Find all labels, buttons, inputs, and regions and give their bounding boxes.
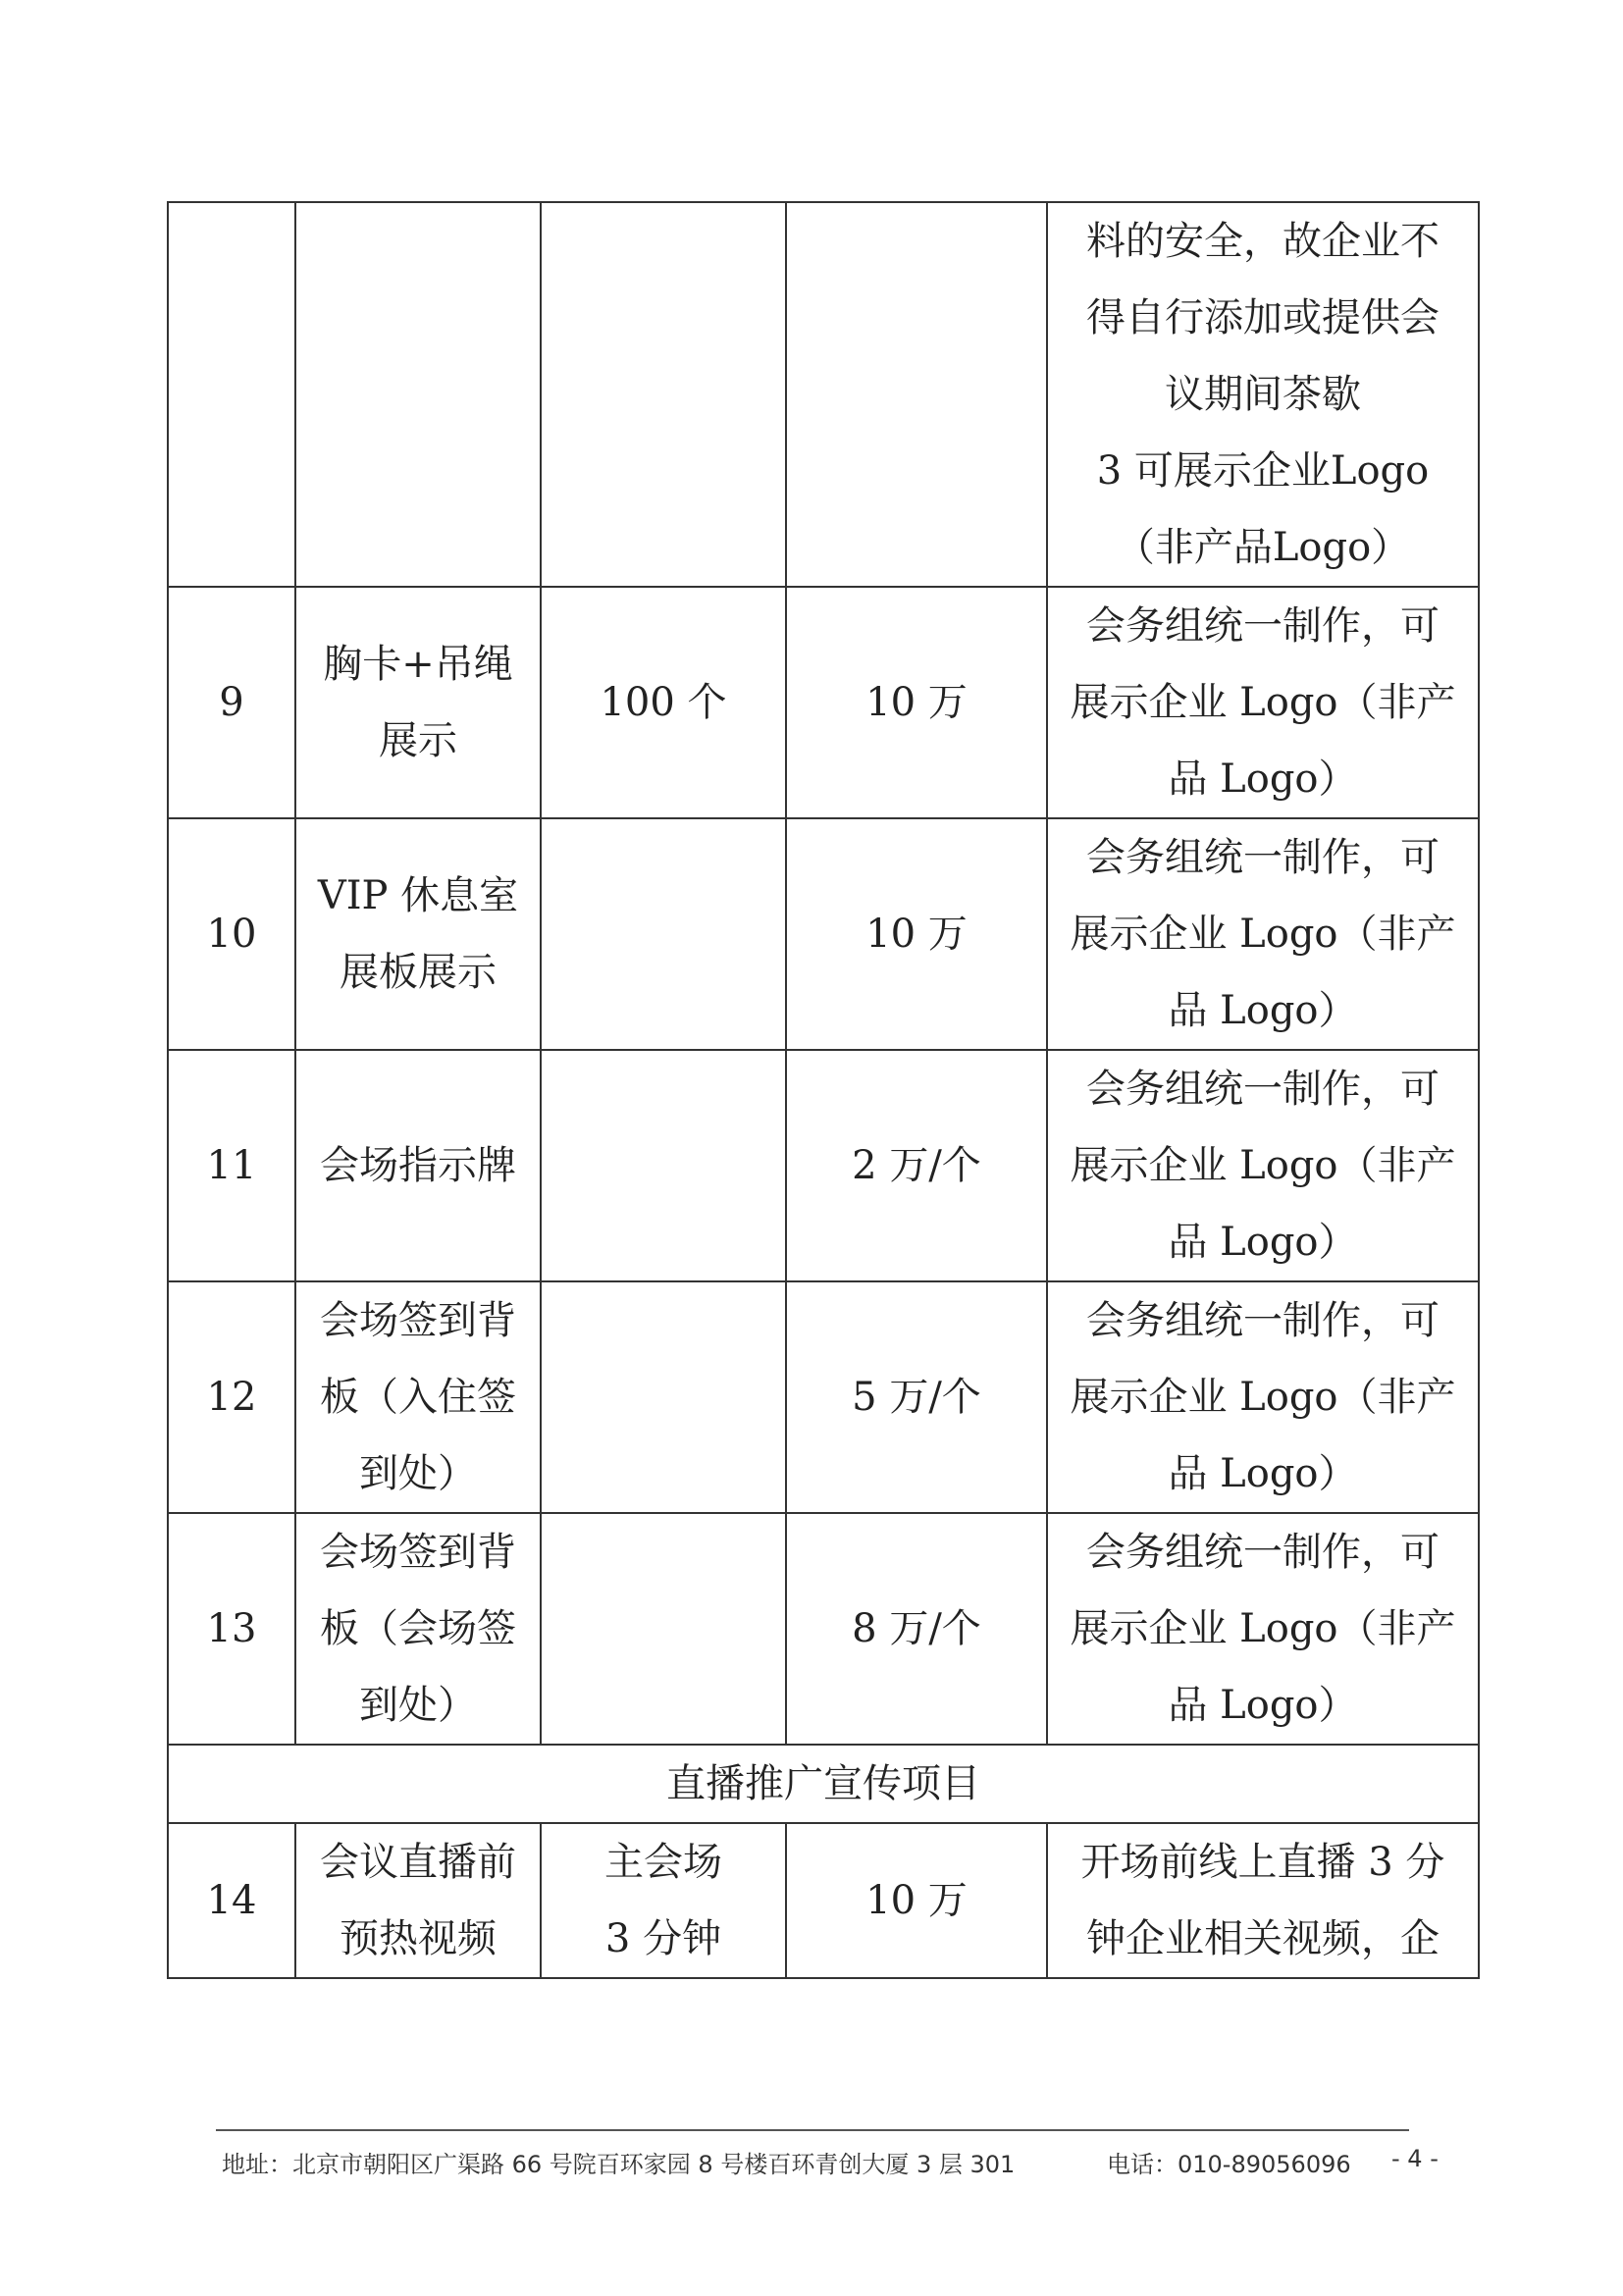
item-quantity-cell — [541, 202, 786, 587]
item-price-cell — [786, 1281, 1047, 1513]
item-number-cell: 11 — [168, 1050, 295, 1281]
item-description-cell — [1047, 202, 1479, 587]
item-price-cell — [786, 1050, 1047, 1281]
item-number-cell — [168, 202, 295, 587]
item-price-cell — [786, 818, 1047, 1050]
cell-line: 会议直播前 — [320, 1840, 516, 1885]
cell-line: 8 万/个 — [852, 1606, 981, 1651]
cell-line: 得自行添加或提供会 — [1086, 295, 1440, 340]
table-row — [168, 202, 1479, 587]
item-quantity-cell — [541, 1050, 786, 1281]
footer-divider — [216, 2129, 1409, 2131]
cell-line: VIP 休息室 — [317, 873, 519, 918]
cell-line: 100 个 — [600, 680, 727, 725]
item-quantity-cell — [541, 1281, 786, 1513]
item-description-cell — [1047, 1513, 1479, 1745]
table-row — [168, 1513, 1479, 1745]
sponsorship-table — [167, 201, 1480, 1979]
item-description-cell — [1047, 1281, 1479, 1513]
item-description-cell — [1047, 1050, 1479, 1281]
cell-line: 会务组统一制作，可 — [1086, 1067, 1440, 1112]
table-row — [168, 1823, 1479, 1978]
cell-line: 2 万/个 — [852, 1143, 981, 1188]
cell-line: 展示企业 Logo（非产 — [1070, 680, 1456, 725]
cell-line: 展示企业 Logo（非产 — [1070, 1143, 1456, 1188]
cell-line: 议期间茶歇 — [1165, 372, 1361, 417]
table-row — [168, 1281, 1479, 1513]
item-quantity-cell — [541, 1513, 786, 1745]
item-number-cell: 13 — [168, 1513, 295, 1745]
cell-line: 会务组统一制作，可 — [1086, 1530, 1440, 1575]
cell-line: 会场指示牌 — [320, 1143, 516, 1188]
item-price-cell — [786, 1823, 1047, 1978]
cell-line: 板（会场签 — [320, 1606, 516, 1651]
table-row — [168, 1050, 1479, 1281]
cell-line: 品 Logo） — [1168, 757, 1358, 802]
cell-line: 10 万 — [865, 1878, 968, 1923]
item-quantity-cell — [541, 818, 786, 1050]
cell-line: 品 Logo） — [1168, 988, 1358, 1033]
cell-line: 到处） — [359, 1451, 477, 1496]
cell-line: 板（入住签 — [320, 1375, 516, 1420]
cell-line: 会场签到背 — [320, 1298, 516, 1343]
item-name-cell — [295, 818, 541, 1050]
item-description-cell — [1047, 1823, 1479, 1978]
page-number: - 4 - — [1391, 2145, 1439, 2172]
section-title: 直播推广宣传项目 — [168, 1745, 1479, 1823]
item-number-cell: 12 — [168, 1281, 295, 1513]
item-name-cell — [295, 1513, 541, 1745]
footer-phone: 电话：010-89056096 — [1107, 2151, 1351, 2178]
section-header-row — [168, 1745, 1479, 1823]
cell-line: （非产品Logo） — [1115, 525, 1411, 570]
item-number-cell: 9 — [168, 587, 295, 818]
cell-line: 3 可展示企业Logo — [1096, 448, 1430, 494]
cell-line: 会务组统一制作，可 — [1086, 835, 1440, 880]
item-number-cell: 10 — [168, 818, 295, 1050]
cell-line: 胸卡+吊绳 — [323, 642, 513, 687]
cell-line: 会场签到背 — [320, 1530, 516, 1575]
cell-line: 会务组统一制作，可 — [1086, 603, 1440, 649]
cell-line: 料的安全，故企业不 — [1086, 219, 1440, 264]
footer-address: 地址：北京市朝阳区广渠路 66 号院百环家园 8 号楼百环青创大厦 3 层 301 — [222, 2151, 1016, 2178]
cell-line: 钟企业相关视频，企 — [1086, 1916, 1440, 1961]
item-quantity-cell — [541, 587, 786, 818]
table-body — [168, 202, 1479, 1978]
cell-line: 展示 — [379, 718, 457, 763]
cell-line: 品 Logo） — [1168, 1220, 1358, 1265]
item-name-cell — [295, 587, 541, 818]
item-price-cell — [786, 587, 1047, 818]
cell-line: 3 分钟 — [604, 1916, 722, 1961]
cell-line: 展板展示 — [340, 950, 497, 995]
item-quantity-cell — [541, 1823, 786, 1978]
item-price-cell — [786, 202, 1047, 587]
item-price-cell — [786, 1513, 1047, 1745]
cell-line: 预热视频 — [340, 1916, 497, 1961]
item-name-cell — [295, 1823, 541, 1978]
table-row — [168, 587, 1479, 818]
item-name-cell — [295, 1050, 541, 1281]
item-name-cell — [295, 1281, 541, 1513]
table-row — [168, 818, 1479, 1050]
item-number-cell: 14 — [168, 1823, 295, 1978]
cell-line: 到处） — [359, 1683, 477, 1728]
cell-line: 品 Logo） — [1168, 1683, 1358, 1728]
cell-line: 主会场 — [604, 1840, 722, 1885]
cell-line: 展示企业 Logo（非产 — [1070, 1606, 1456, 1651]
cell-line: 10 万 — [865, 912, 968, 957]
item-name-cell — [295, 202, 541, 587]
item-description-cell — [1047, 587, 1479, 818]
cell-line: 5 万/个 — [852, 1375, 981, 1420]
item-description-cell — [1047, 818, 1479, 1050]
cell-line: 品 Logo） — [1168, 1451, 1358, 1496]
cell-line: 展示企业 Logo（非产 — [1070, 912, 1456, 957]
cell-line: 10 万 — [865, 680, 968, 725]
cell-line: 展示企业 Logo（非产 — [1070, 1375, 1456, 1420]
cell-line: 开场前线上直播 3 分 — [1080, 1840, 1445, 1885]
cell-line: 会务组统一制作，可 — [1086, 1298, 1440, 1343]
